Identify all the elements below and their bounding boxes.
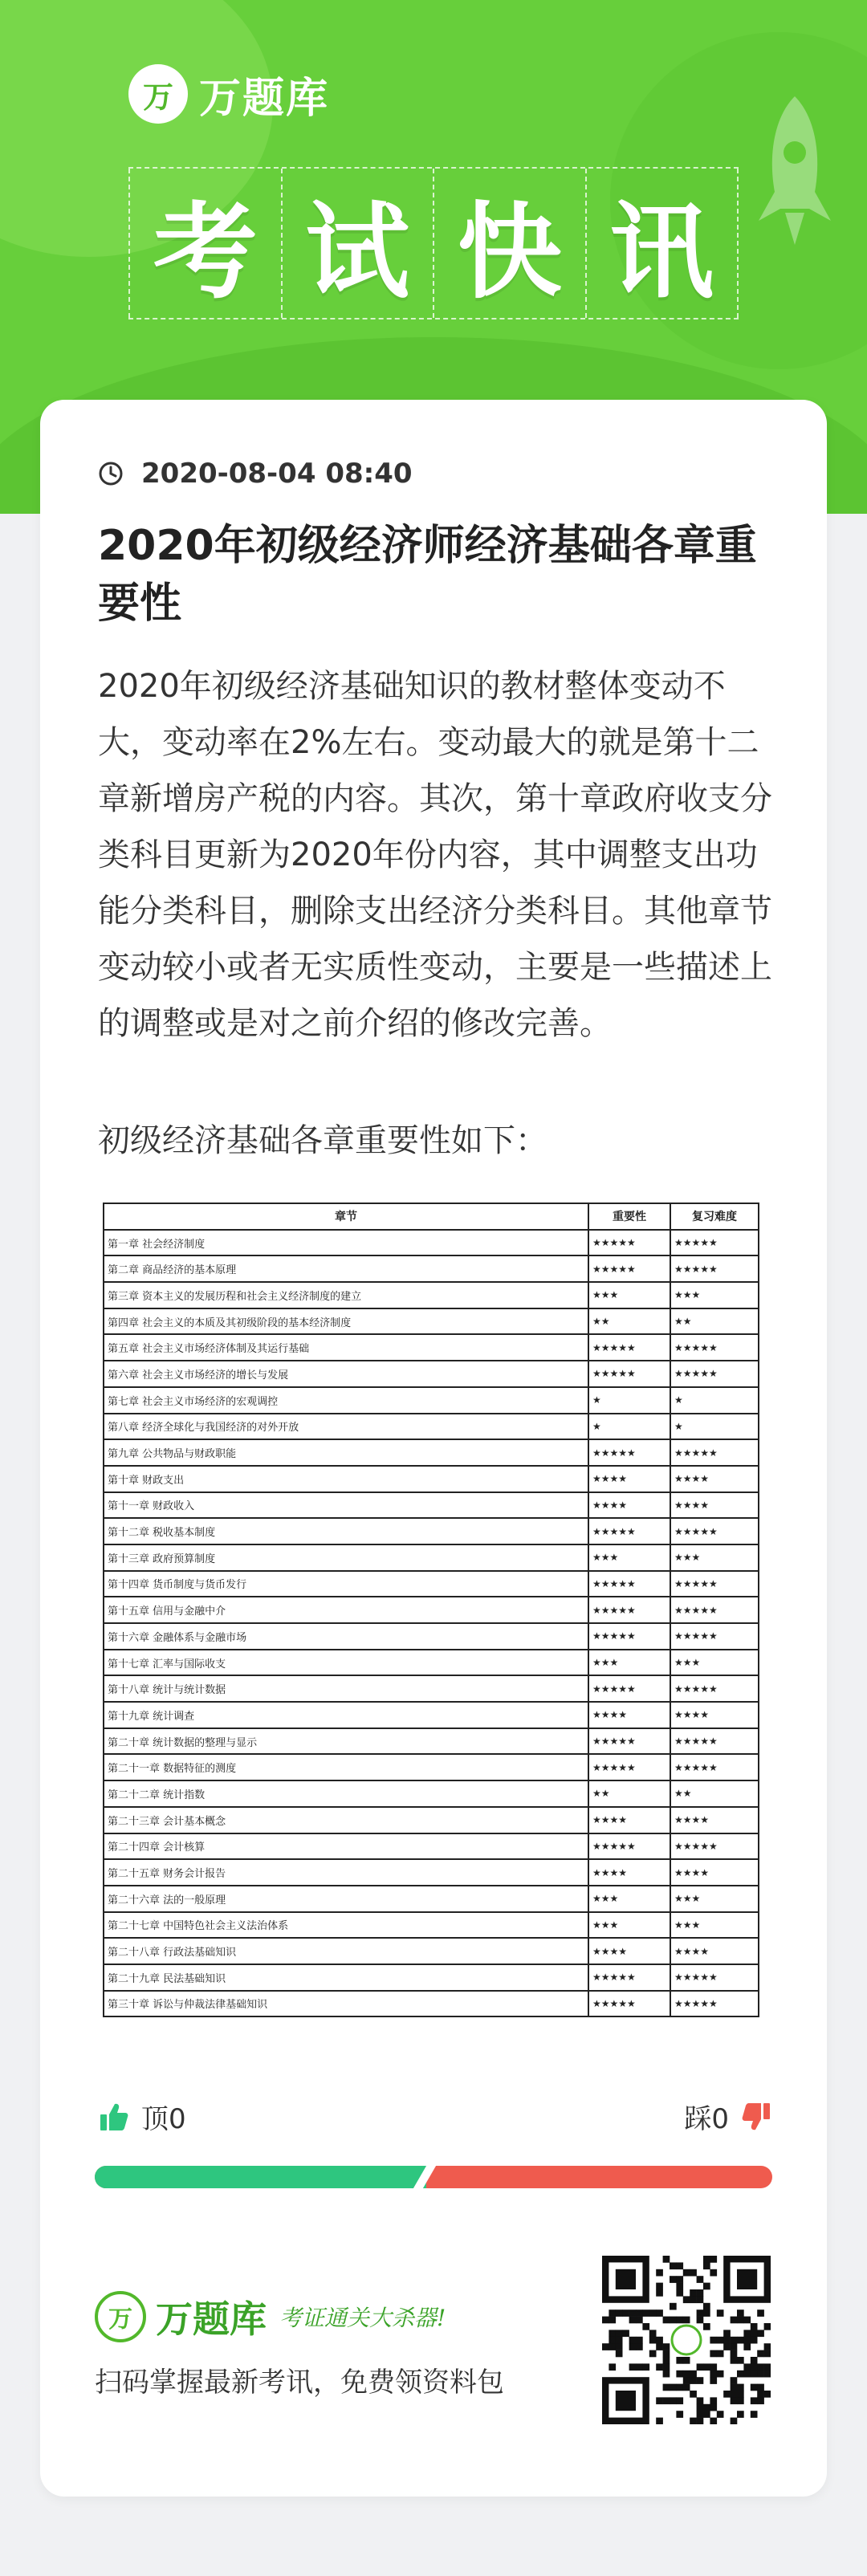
difficulty-cell: ★★ [670, 1308, 759, 1335]
table-row [104, 1414, 759, 1440]
difficulty-cell: ★★★★★ [670, 1518, 759, 1544]
table-row [104, 1964, 759, 1991]
difficulty-cell: ★★★★★ [670, 1255, 759, 1282]
article-title: 2020年初级经济师经济基础各章重要性 [98, 522, 757, 628]
table-header-difficulty: 复习难度 [670, 1203, 759, 1230]
footer-caption: 扫码掌握最新考讯，免费领资料包 [95, 2366, 504, 2399]
chapter-cell: 第二章 商品经济的基本原理 [104, 1255, 588, 1282]
article-subheading: 初级经济基础各章重要性如下： [98, 1122, 547, 1159]
brand-name: 万题库 [199, 74, 330, 123]
vote-ratio-bar [95, 2166, 772, 2188]
difficulty-cell: ★★★★★ [670, 1597, 759, 1623]
importance-cell: ★★★ [588, 1912, 670, 1939]
table-row [104, 1754, 759, 1780]
chapter-cell: 第十八章 统计与统计数据 [104, 1675, 588, 1702]
difficulty-cell: ★★ [670, 1780, 759, 1807]
thumbs-down-icon [740, 2101, 772, 2133]
difficulty-cell: ★★★ [670, 1886, 759, 1912]
table-row [104, 1230, 759, 1256]
table-row [104, 1623, 759, 1650]
footer-slogan: 考证通关大杀器! [279, 2305, 446, 2331]
table-row [104, 1439, 759, 1466]
table-row [104, 1859, 759, 1886]
difficulty-cell: ★★★★ [670, 1702, 759, 1728]
table-row [104, 1597, 759, 1623]
publish-date: 2020-08-04 08:40 [141, 458, 413, 490]
importance-cell: ★★★★ [588, 1702, 670, 1728]
qr-code-icon[interactable] [602, 2256, 771, 2424]
table-row [104, 1650, 759, 1676]
table-row [104, 1492, 759, 1519]
vote-ratio-up-fill [95, 2166, 426, 2188]
importance-cell: ★★★★★ [588, 1991, 670, 2017]
importance-cell: ★ [588, 1387, 670, 1414]
chapter-cell: 第十章 财政支出 [104, 1466, 588, 1492]
difficulty-cell: ★ [670, 1414, 759, 1440]
vote-row [98, 2097, 772, 2139]
header-brand [128, 64, 329, 124]
table-row [104, 1544, 759, 1571]
upvote-count: 顶0 [141, 2103, 186, 2135]
importance-cell: ★★★★ [588, 1807, 670, 1833]
table-row [104, 1991, 759, 2017]
chapter-cell: 第五章 社会主义市场经济体制及其运行基础 [104, 1334, 588, 1361]
chapter-cell: 第二十六章 法的一般原理 [104, 1886, 588, 1912]
footer-brand [95, 2290, 446, 2343]
difficulty-cell: ★★★★★ [670, 1754, 759, 1780]
table-row [104, 1780, 759, 1807]
importance-cell: ★★★★★ [588, 1255, 670, 1282]
chapter-cell: 第二十三章 会计基本概念 [104, 1807, 588, 1833]
importance-cell: ★★★★ [588, 1466, 670, 1492]
chapter-cell: 第二十章 统计数据的整理与显示 [104, 1728, 588, 1755]
table-row [104, 1833, 759, 1860]
banner-char: 试 [281, 169, 434, 318]
importance-cell: ★★★★★ [588, 1623, 670, 1650]
table-header-row [104, 1203, 759, 1230]
publish-date-row [98, 458, 413, 490]
banner-char: 讯 [585, 169, 739, 318]
importance-cell: ★★ [588, 1780, 670, 1807]
table-row [104, 1308, 759, 1335]
importance-cell: ★★★★★ [588, 1728, 670, 1755]
difficulty-cell: ★★★★★ [670, 1623, 759, 1650]
chapter-cell: 第十四章 货币制度与货币发行 [104, 1571, 588, 1597]
importance-cell: ★★★ [588, 1886, 670, 1912]
chapter-cell: 第四章 社会主义的本质及其初级阶段的基本经济制度 [104, 1308, 588, 1335]
table-row [104, 1387, 759, 1414]
difficulty-cell: ★★★★★ [670, 1991, 759, 2017]
difficulty-cell: ★★★★ [670, 1466, 759, 1492]
difficulty-cell: ★★★ [670, 1650, 759, 1676]
table-row [104, 1728, 759, 1755]
difficulty-cell: ★★★★★ [670, 1439, 759, 1466]
table-row [104, 1282, 759, 1308]
footer-brand-name: 万题库 [156, 2297, 267, 2341]
chapter-cell: 第十七章 汇率与国际收支 [104, 1650, 588, 1676]
importance-cell: ★★★★★ [588, 1518, 670, 1544]
importance-cell: ★★★★ [588, 1859, 670, 1886]
thumbs-up-icon [98, 2101, 130, 2133]
chapter-cell: 第七章 社会主义市场经济的宏观调控 [104, 1387, 588, 1414]
table-row [104, 1255, 759, 1282]
chapter-cell: 第二十七章 中国特色社会主义法治体系 [104, 1912, 588, 1939]
importance-cell: ★★★★★ [588, 1230, 670, 1256]
chapter-cell: 第十六章 金融体系与金融市场 [104, 1623, 588, 1650]
table-row [104, 1807, 759, 1833]
difficulty-cell: ★★★★ [670, 1938, 759, 1964]
brand-logo-icon: 万 [128, 64, 188, 124]
importance-cell: ★★★ [588, 1650, 670, 1676]
news-banner-title [128, 167, 739, 319]
chapter-cell: 第六章 社会主义市场经济的增长与发展 [104, 1361, 588, 1387]
table-row [104, 1361, 759, 1387]
importance-cell: ★★★★★ [588, 1597, 670, 1623]
importance-cell: ★★★ [588, 1544, 670, 1571]
difficulty-cell: ★★★★ [670, 1492, 759, 1519]
chapter-cell: 第三十章 诉讼与仲裁法律基础知识 [104, 1991, 588, 2017]
chapter-cell: 第十二章 税收基本制度 [104, 1518, 588, 1544]
difficulty-cell: ★★★★★ [670, 1728, 759, 1755]
table-row [104, 1334, 759, 1361]
difficulty-cell: ★★★★★ [670, 1571, 759, 1597]
chapter-cell: 第二十九章 民法基础知识 [104, 1964, 588, 1991]
difficulty-cell: ★★★★ [670, 1859, 759, 1886]
clock-icon [98, 461, 124, 486]
table-row [104, 1518, 759, 1544]
difficulty-cell: ★★★★★ [670, 1833, 759, 1860]
banner-char: 考 [128, 169, 281, 318]
importance-cell: ★★★★★ [588, 1833, 670, 1860]
article-paragraph: 2020年初级经济基础知识的教材整体变动不大，变动率在2%左右。变动最大的就是第十二章新增房产税的内容。其次，第十章政府收支分类科目更新为2020年份内容，其中调整支出功能分类科目，删除支出经济分类科目。其他章节变动较小或者无实质性变动，主要是一些描述上的调整或是对之前介绍的修改完善。 [98, 668, 772, 1042]
table-header-importance: 重要性 [588, 1203, 670, 1230]
rocket-icon [747, 88, 843, 249]
importance-cell: ★ [588, 1414, 670, 1440]
importance-cell: ★★★★★ [588, 1754, 670, 1780]
difficulty-cell: ★★★ [670, 1544, 759, 1571]
chapter-cell: 第二十四章 会计核算 [104, 1833, 588, 1860]
chapter-importance-table [103, 1203, 758, 2017]
chapter-cell: 第九章 公共物品与财政职能 [104, 1439, 588, 1466]
importance-cell: ★★★★ [588, 1492, 670, 1519]
chapter-cell: 第十九章 统计调查 [104, 1702, 588, 1728]
banner-char: 快 [433, 169, 585, 318]
table-row [104, 1571, 759, 1597]
chapter-cell: 第十一章 财政收入 [104, 1492, 588, 1519]
importance-cell: ★★★★★ [588, 1675, 670, 1702]
difficulty-cell: ★★★★★ [670, 1230, 759, 1256]
importance-cell: ★★★★ [588, 1938, 670, 1964]
table-row [104, 1702, 759, 1728]
table-row [104, 1466, 759, 1492]
chapter-cell: 第八章 经济全球化与我国经济的对外开放 [104, 1414, 588, 1440]
chapter-cell: 第二十五章 财务会计报告 [104, 1859, 588, 1886]
difficulty-cell: ★★★★★ [670, 1675, 759, 1702]
difficulty-cell: ★★★★★ [670, 1361, 759, 1387]
table-row [104, 1886, 759, 1912]
chapter-cell: 第十五章 信用与金融中介 [104, 1597, 588, 1623]
importance-cell: ★★★★★ [588, 1439, 670, 1466]
table-row [104, 1938, 759, 1964]
difficulty-cell: ★ [670, 1387, 759, 1414]
upvote-button[interactable] [98, 2097, 186, 2136]
difficulty-cell: ★★★ [670, 1912, 759, 1939]
chapter-cell: 第三章 资本主义的发展历程和社会主义经济制度的建立 [104, 1282, 588, 1308]
chapter-cell: 第二十八章 行政法基础知识 [104, 1938, 588, 1964]
footer-logo-icon: 万 [95, 2291, 146, 2342]
importance-cell: ★★ [588, 1308, 670, 1335]
table-body [104, 1230, 759, 2017]
chapter-cell: 第十三章 政府预算制度 [104, 1544, 588, 1571]
chapter-cell: 第二十二章 统计指数 [104, 1780, 588, 1807]
downvote-count: 踩0 [684, 2103, 729, 2135]
difficulty-cell: ★★★★★ [670, 1334, 759, 1361]
chapter-cell: 第一章 社会经济制度 [104, 1230, 588, 1256]
difficulty-cell: ★★★★★ [670, 1964, 759, 1991]
article-card [40, 400, 827, 2497]
table-header-chapter: 章节 [104, 1203, 588, 1230]
importance-cell: ★★★★★ [588, 1334, 670, 1361]
importance-cell: ★★★★★ [588, 1964, 670, 1991]
importance-cell: ★★★★★ [588, 1571, 670, 1597]
table-row [104, 1912, 759, 1939]
downvote-button[interactable] [684, 2097, 772, 2136]
difficulty-cell: ★★★★ [670, 1807, 759, 1833]
importance-cell: ★★★ [588, 1282, 670, 1308]
difficulty-cell: ★★★ [670, 1282, 759, 1308]
table-row [104, 1675, 759, 1702]
importance-cell: ★★★★★ [588, 1361, 670, 1387]
chapter-cell: 第二十一章 数据特征的测度 [104, 1754, 588, 1780]
